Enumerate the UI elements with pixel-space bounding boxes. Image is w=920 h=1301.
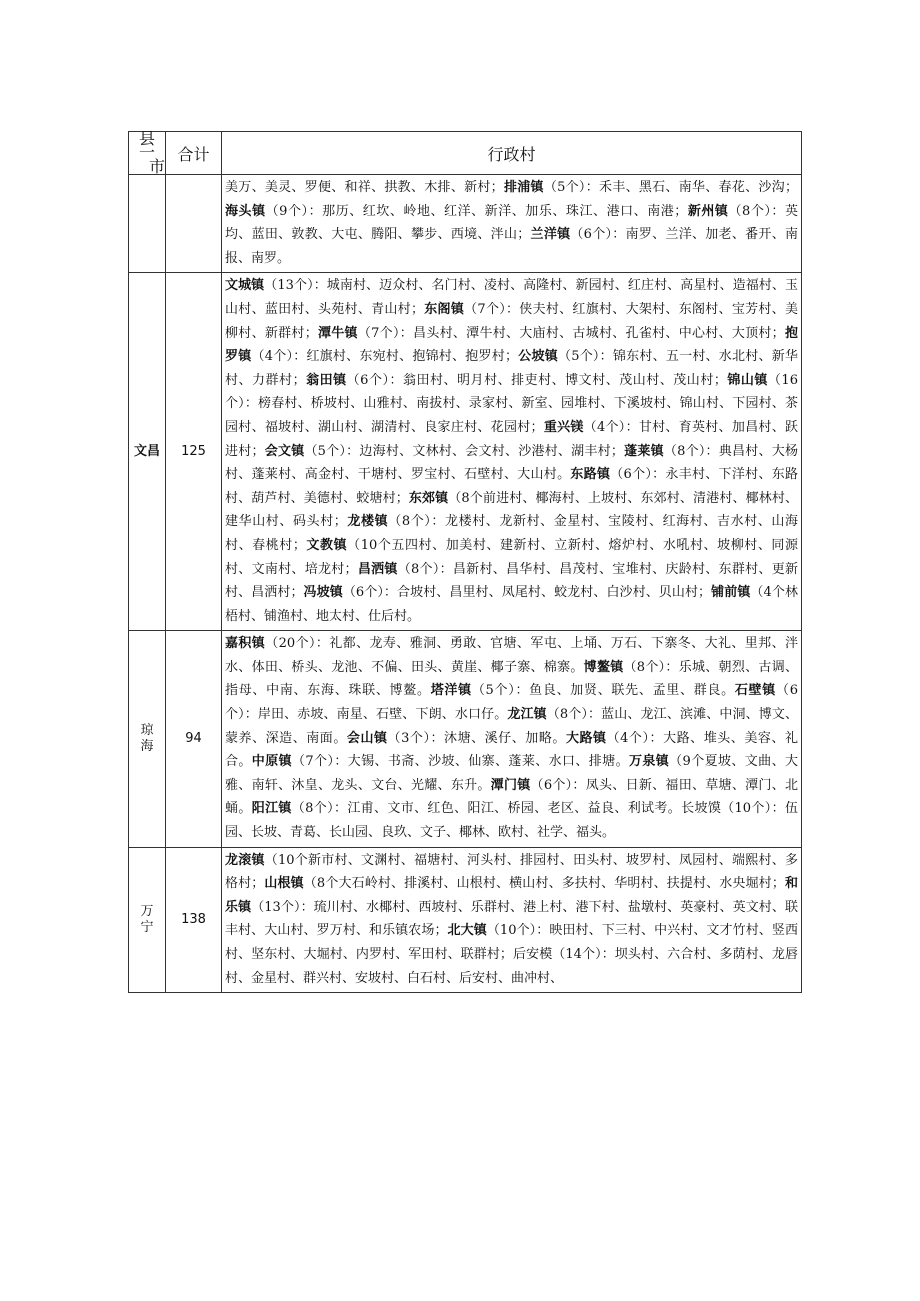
village-list: （6个）：永丰村、下洋村、东路村、葫芦村、美德村、蛟塘村； <box>225 467 798 506</box>
village-list: （7个）：侠夫村、红旗村、大架村、东阁村、宝芳村、美柳村、新群村； <box>225 301 798 341</box>
header-row <box>129 132 802 175</box>
villages-cell <box>222 631 802 847</box>
village-list: （10个新市村、文渊村、福塘村、河头村、排园村、田头村、坡罗村、凤园村、端熙村、多格村； <box>225 852 798 892</box>
village-list: （4个）：红旗村、东宛村、抱锦村、抱罗村； <box>251 349 518 365</box>
town-name: 公坡镇 <box>518 349 558 365</box>
town-name: 潭门镇 <box>490 777 531 793</box>
town-name: 龙楼镇 <box>346 514 389 530</box>
town-name: 兰洋镇 <box>530 227 571 243</box>
village-list: （6个）：南罗、兰洋、加老、番开、南报、南罗。 <box>225 227 798 266</box>
town-name: 北大镇 <box>447 923 487 939</box>
town-name: 会山镇 <box>346 730 388 746</box>
header-villages: 行政村 <box>222 132 802 175</box>
town-name: 重兴镁 <box>543 419 584 435</box>
town-name: 翁田镇 <box>305 372 347 388</box>
town-name: 蓬莱镇 <box>623 443 664 459</box>
village-list: （16个）：榜春村、桥坡村、山雅村、南拔村、录家村、新室、园堆村、下溪坡村、锦山村、下园村、茶园村、福坡村、湖山村、湖清村、良家庄村、花园村； <box>225 372 798 435</box>
village-list: （6个）：翁田村、明月村、排吏村、博文村、茂山村、茂山村； <box>346 372 727 388</box>
village-list: （20个）：礼都、龙寿、雅洞、勇敢、官塘、军屯、上埇、万石、下寨冬、大礼、里邦、泮水、体田、桥头、龙池、不偏、田头、黄崖、椰子寨、棉寨。 <box>225 636 798 675</box>
town-name: 东路镇 <box>570 467 611 483</box>
village-list: （5个）：禾丰、黑石、南华、春花、沙沟； <box>543 180 798 195</box>
town-name: 文教镇 <box>305 537 348 553</box>
village-list: （4个）：甘村、育英村、加昌村、跃进村； <box>225 419 798 459</box>
town-name: 中原镇 <box>251 754 292 770</box>
table-row <box>129 175 802 273</box>
village-list: （9个夏坡、文曲、大雅、南轩、沐皇、龙头、文台、光耀、东升。 <box>225 754 798 793</box>
table-row <box>129 631 802 847</box>
village-list: （13个）：琉川村、水椰村、西坡村、乐群村、港上村、港下村、盐墩村、英豪村、英文村、联丰村、大山村、罗万村、和乐镇农场； <box>225 899 798 939</box>
table-row <box>129 847 802 993</box>
village-list: （8个）：英均、蓝田、敦教、大屯、腾阳、攀步、西境、泮山； <box>225 203 798 243</box>
town-name: 昌洒镇 <box>357 561 398 577</box>
town-name: 龙滚镇 <box>225 852 265 868</box>
header-county-line2: 一 <box>138 143 155 162</box>
village-list: （9个）：那历、红坎、岭地、红洋、新洋、加乐、珠江、港口、南港； <box>265 203 688 219</box>
village-list: （10个）：映田村、下三村、中兴村、文才竹村、竖西村、坚东村、大堀村、内罗村、军田村、联群村；后安模（14个）：坝头村、六合村、多荫村、龙唇村、金星村、群兴村、安坡村、白石村、后安村、曲冲村、 <box>225 923 798 986</box>
county-cell: 文昌 <box>129 273 166 631</box>
header-county-line1: 县 <box>138 129 155 148</box>
town-name: 阳江镇 <box>251 801 292 817</box>
village-list: （6个）：岸田、赤坡、南星、石壁、下朗、水口仔。 <box>225 683 798 723</box>
village-list: （4个林梧村、铺渔村、地太村、仕后村。 <box>225 585 798 624</box>
village-list: （8个）：典昌村、大杨村、蓬莱村、高金村、干塘村、罗宝村、石壁村、大山村。 <box>225 443 798 483</box>
town-name: 石壁镇 <box>734 683 776 699</box>
village-table <box>128 131 802 993</box>
town-name: 会文镇 <box>264 443 305 459</box>
town-name: 排浦镇 <box>503 180 544 195</box>
town-name: 嘉积镇 <box>225 636 266 652</box>
town-name: 冯坡镇 <box>303 585 343 601</box>
village-list: 美万、美灵、罗便、和祥、拱教、木排、新村； <box>225 180 504 195</box>
villages-cell <box>222 273 802 631</box>
town-name: 东阁镇 <box>423 301 465 317</box>
county-cell: 琼海 <box>129 631 166 847</box>
town-name: 潭牛镇 <box>317 325 358 341</box>
village-list: （6个）：凤头、日新、福田、草塘、潭门、北蛹。 <box>225 777 798 817</box>
village-list: （3个）：沐塘、溪仔、加略。 <box>387 730 566 746</box>
village-list: （6个）：合坡村、昌里村、凤尾村、蛟龙村、白沙村、贝山村； <box>342 585 712 601</box>
village-list: （8个）：昌新村、昌华村、昌茂村、宝堆村、庆龄村、东群村、更新村、昌洒村； <box>225 561 798 601</box>
county-cell: 万宁 <box>129 847 166 993</box>
village-list: （7个）：大锡、书斋、沙坡、仙寨、蓬莱、水口、排塘。 <box>291 754 629 770</box>
village-list: （13个）：城南村、迈众村、名门村、凌村、高隆村、新园村、红庄村、高星村、造福村、玉山村、蓝田村、头苑村、青山村； <box>225 278 798 317</box>
town-name: 锦山镇 <box>726 372 768 388</box>
town-name: 塔洋镇 <box>430 683 472 699</box>
village-list: （8个前进村、椰海村、上坡村、东郊村、清港村、椰林村、建华山村、码头村； <box>225 490 798 530</box>
total-cell: 94 <box>166 631 222 847</box>
total-cell: 138 <box>166 847 222 993</box>
village-list: （8个）：江甫、文市、红色、阳江、桥园、老区、益良、利试考。长坡馍（10个）：伍园、长坡、青葛、长山园、良玖、文子、椰林、欧村、社学、福头。 <box>225 801 798 841</box>
header-county-line3: 市 <box>148 157 165 176</box>
village-list: （8个）：龙楼村、龙新村、金星村、宝陵村、红海村、吉水村、山海村、春桃村； <box>225 514 798 553</box>
town-name: 山根镇 <box>264 876 304 892</box>
village-list: （7个）：昌头村、潭牛村、大庙村、古城村、孔雀村、中心村、大顶村； <box>357 325 785 341</box>
town-name: 文城镇 <box>225 278 265 294</box>
county-cell <box>129 175 166 273</box>
town-name: 海头镇 <box>225 203 266 219</box>
village-list: （10个五四村、加美村、建新村、立新村、熔炉村、水吼村、坡柳村、同源村、文南村、培龙村； <box>225 537 798 577</box>
village-list: （5个）：边海村、文林村、会文村、沙港村、湖丰村； <box>304 443 624 459</box>
total-cell <box>166 175 222 273</box>
village-list: （8个大石岭村、排溪村、山根村、横山村、多扶村、华明村、扶提村、水央堀村； <box>303 876 785 892</box>
village-list: （8个）：乐城、朝烈、古调、指母、中南、东海、珠联、博鳌。 <box>225 659 798 699</box>
villages-cell <box>222 175 802 273</box>
villages-cell <box>222 847 802 993</box>
town-name: 博鳌镇 <box>583 659 624 675</box>
town-name: 万泉镇 <box>628 754 670 770</box>
town-name: 新州镇 <box>687 203 729 219</box>
village-list: （8个）：蓝山、龙江、滨滩、中洞、博文、蒙养、深造、南面。 <box>225 707 798 746</box>
town-name: 东郊镇 <box>408 490 449 506</box>
table-row <box>129 273 802 631</box>
total-cell: 125 <box>166 273 222 631</box>
village-list: （5个）：鱼良、加贤、联先、孟里、群良。 <box>471 683 735 699</box>
village-list: （4个）：大路、堆头、美容、礼合。 <box>225 730 798 770</box>
village-list: （5个）：锦东村、五一村、水北村、新华村、力群村； <box>225 349 798 388</box>
town-name: 龙江镇 <box>507 707 547 723</box>
town-name: 铺前镇 <box>711 585 751 601</box>
town-name: 大路镇 <box>565 730 607 746</box>
header-county <box>129 129 166 176</box>
town-name: 和乐镇 <box>225 876 798 915</box>
town-name: 抱罗镇 <box>225 325 798 365</box>
header-total: 合计 <box>166 132 222 175</box>
